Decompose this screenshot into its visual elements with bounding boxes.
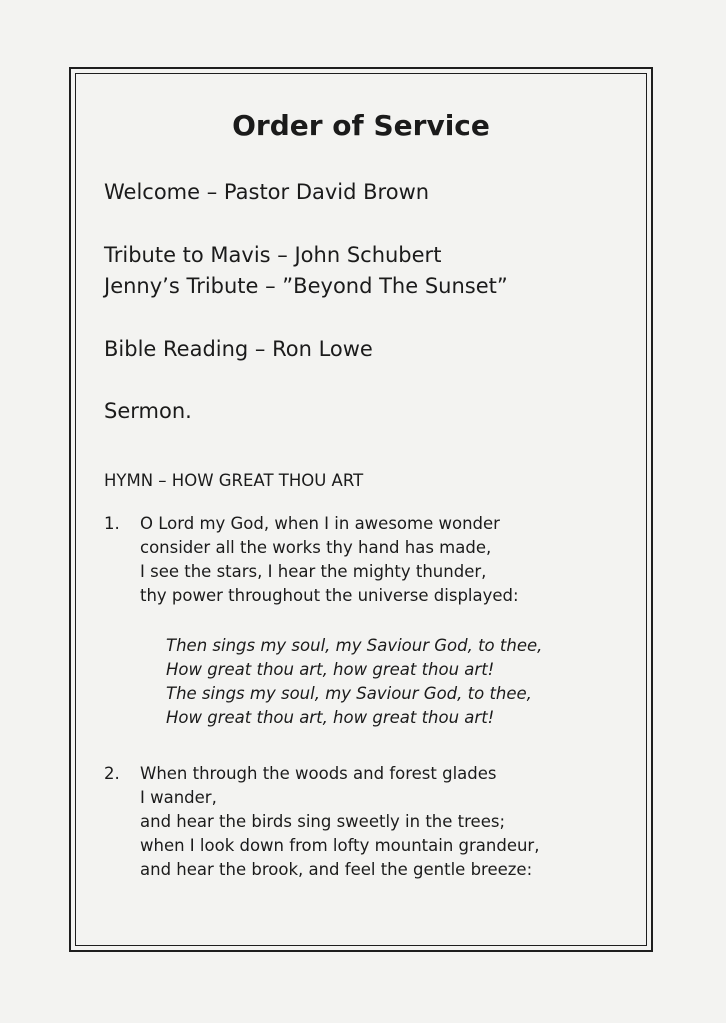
- verse-line: O Lord my God, when I in awesome wonder: [140, 514, 500, 533]
- page-title: Order of Service: [232, 109, 490, 142]
- verse-line: thy power throughout the universe displayed:: [140, 586, 519, 605]
- chorus: [166, 634, 542, 730]
- service-item-bible-reading: Bible Reading – Ron Lowe: [104, 337, 373, 361]
- verse-number-1: 1.: [104, 514, 120, 533]
- service-item-welcome: Welcome – Pastor David Brown: [104, 180, 430, 204]
- verse-1: [140, 512, 519, 608]
- service-item-tribute-mavis: Tribute to Mavis – John Schubert: [104, 243, 442, 267]
- verse-line: When through the woods and forest glades: [140, 764, 497, 783]
- chorus-line: Then sings my soul, my Saviour God, to thee,: [166, 636, 543, 655]
- chorus-line: The sings my soul, my Saviour God, to thee,: [166, 684, 532, 703]
- verse-2: [140, 762, 539, 882]
- verse-line: when I look down from lofty mountain grandeur,: [140, 836, 540, 855]
- service-item-sermon: Sermon.: [104, 399, 192, 423]
- verse-line: I see the stars, I hear the mighty thunder,: [140, 562, 487, 581]
- verse-line: consider all the works thy hand has made,: [140, 538, 492, 557]
- chorus-line: How great thou art, how great thou art!: [166, 660, 495, 679]
- hymn-heading: HYMN – HOW GREAT THOU ART: [104, 471, 364, 490]
- verse-line: I wander,: [140, 788, 217, 807]
- service-item-jenny-tribute: Jenny’s Tribute – ”Beyond The Sunset”: [104, 274, 508, 298]
- verse-line: and hear the birds sing sweetly in the trees;: [140, 812, 505, 831]
- verse-number-2: 2.: [104, 764, 120, 783]
- verse-line: and hear the brook, and feel the gentle breeze:: [140, 860, 533, 879]
- chorus-line: How great thou art, how great thou art!: [166, 708, 495, 727]
